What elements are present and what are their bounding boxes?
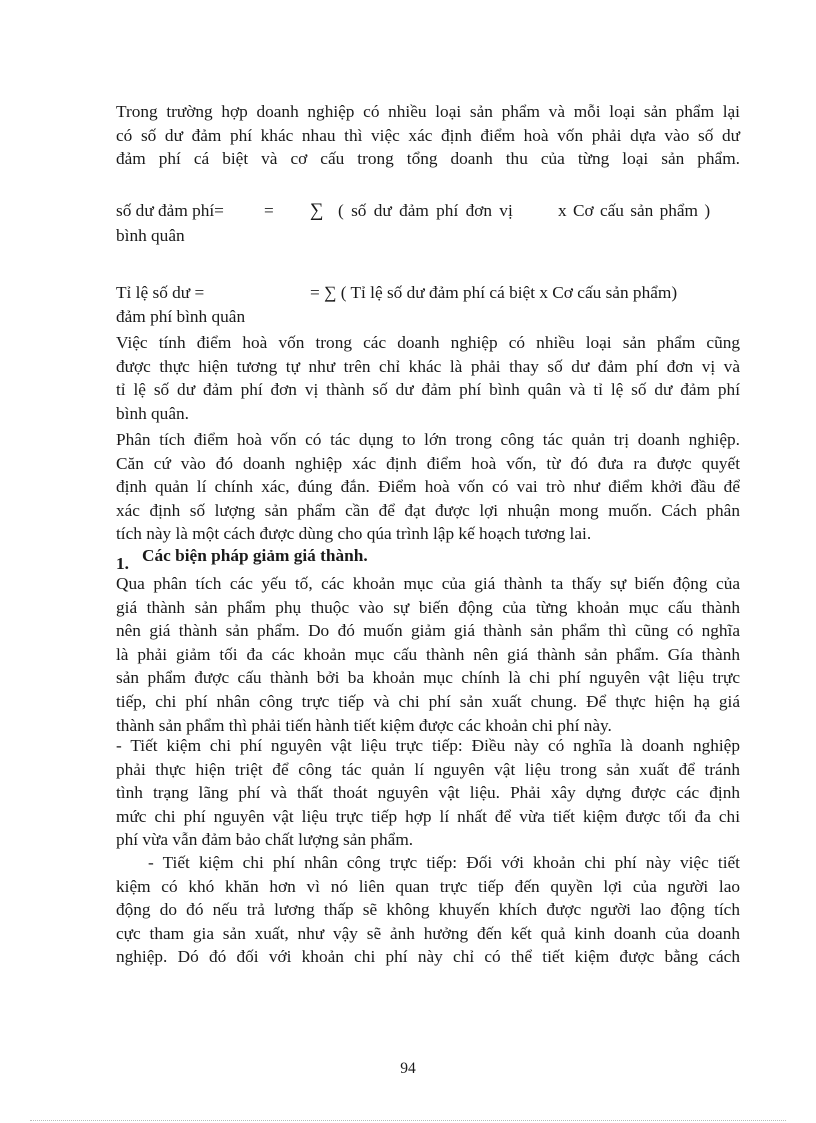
text-line: là phải giảm tối đa các khoản mục cấu thành nên giá thành sản phẩm. Gía thành: [116, 644, 740, 664]
text-line: nên giá thành sản phẩm. Do đó muốn giảm giá thành sản phẩm thì cũng có nghĩa: [116, 621, 740, 641]
text-line: Phân tích điểm hoà vốn có tác dụng to lớn trong công tác quản trị doanh nghiệp.: [116, 430, 740, 449]
formula-label-continued: bình quân: [116, 226, 185, 245]
formula-label-continued: đảm phí bình quân: [116, 307, 246, 326]
text-line: thành sản phẩm thì phải tiến hành tiết kiệm được các khoản chi phí này.: [116, 715, 612, 735]
formula-label: Tỉ lệ số dư =: [116, 283, 205, 302]
formula-expression: = ∑ ( Tỉ lệ số dư đảm phí cá biệt x Cơ cấu sản phẩm): [310, 283, 678, 302]
text-line: động do đó nếu trả lương thấp sẽ không khuyến khích được người lao động tích: [116, 900, 740, 920]
text-line: cực tham gia sản xuất, như vậy sẽ ảnh hưởng đến kết quả kinh doanh của doanh: [116, 923, 740, 943]
text-line: Căn cứ vào đó doanh nghiệp xác định điểm hoà vốn, từ đó đưa ra được quyết: [116, 453, 740, 473]
text-line: Qua phân tích các yếu tố, các khoản mục của giá thành ta thấy sự biến động của: [116, 574, 740, 593]
formula-label: số dư đảm phí=: [116, 201, 224, 220]
paragraph-3: [116, 428, 740, 546]
text-line: giá thành sản phẩm phụ thuộc vào sự biến động của từng khoản mục cấu thành: [116, 597, 740, 617]
text-line: được thực hiện tương tự như trên chỉ khác là phải thay số dư đảm phí đơn vị và: [116, 356, 740, 376]
text-line: định quản lí chính xác, đúng đắn. Điểm hoà vốn có vai trò như điểm khởi đầu để: [116, 477, 740, 497]
formula-expression: ( số dư đảm phí đơn vị: [338, 201, 513, 220]
paragraph-1: [116, 100, 740, 171]
formula-avg-contribution: [116, 199, 711, 223]
text-line: kiệm có khó khăn hơn vì nó liên quan trực tiếp đến quyền lợi của người lao: [116, 876, 740, 896]
formula-equals: =: [264, 201, 274, 220]
text-line: - Tiết kiệm chi phí nguyên vật liệu trực tiếp: Điều này có nghĩa là doanh nghiệp: [116, 736, 740, 755]
text-line: xác định số lượng sản phẩm cần để đạt được lợi nhuận mong muốn. Cách phân: [116, 500, 740, 520]
text-line: nghiệp. Dó đó đối với khoản chi phí này chỉ có thể tiết kiệm được bằng cách: [116, 947, 740, 967]
text-line: tỉ lệ số dư đảm phí đơn vị thành số dư đảm phí bình quân và tỉ lệ số dư đảm phí: [116, 380, 740, 400]
paragraph-5: [116, 734, 740, 852]
text-line: - Tiết kiệm chi phí nhân công trực tiếp: Đối với khoản chi phí này việc tiết: [148, 853, 740, 872]
text-line: Trong trường hợp doanh nghiệp có nhiều loại sản phẩm và mỗi loại sản phẩm lại: [116, 102, 740, 121]
text-line: phí vừa vẫn đảm bảo chất lượng sản phẩm.: [116, 830, 414, 850]
text-line: bình quân.: [116, 403, 189, 423]
text-line: tiếp, chi phí nhân công trực tiếp và chi phí sản xuất chung. Để thực hiện hạ giá: [116, 691, 740, 711]
paragraph-2: [116, 331, 740, 425]
section-title: Các biện pháp giảm giá thành.: [142, 546, 368, 565]
page-number: 94: [400, 1060, 416, 1077]
footer-divider: [30, 1120, 786, 1121]
text-line: tình trạng lãng phí và thất thoát nguyên vật liệu. Phải xây dựng được các định: [116, 783, 740, 803]
text-line: tích này là một cách được dùng cho qúa trình lập kế hoạch tương lai.: [116, 524, 592, 544]
paragraph-6: [116, 851, 740, 969]
text-line: có số dư đảm phí khác nhau thì việc xác định điểm hoà vốn phải dựa vào số dư: [116, 125, 740, 145]
formula-multiplier: x Cơ cấu sản phẩm ): [558, 201, 711, 220]
text-line: phải thực hiện triệt để công tác quản lí nguyên vật liệu trong sản xuất để tránh: [116, 759, 740, 779]
sigma-symbol: ∑: [310, 200, 324, 221]
text-line: đảm phí cá biệt và cơ cấu trong tổng doanh thu của từng loại sản phẩm.: [116, 149, 740, 169]
formula-avg-contribution-ratio: [116, 281, 678, 305]
text-line: sản phẩm được cấu thành bởi ba khoản mục chính là chi phí nguyên vật liệu trực: [116, 668, 740, 688]
text-line: Việc tính điểm hoà vốn trong các doanh nghiệp có nhiều loại sản phẩm cũng: [116, 333, 740, 352]
text-line: mức chi phí nguyên vật liệu trực tiếp hợp lí nhất để vừa tiết kiệm được tối đa chi: [116, 806, 740, 826]
section-number: 1.: [116, 554, 129, 573]
paragraph-4: [116, 572, 740, 737]
